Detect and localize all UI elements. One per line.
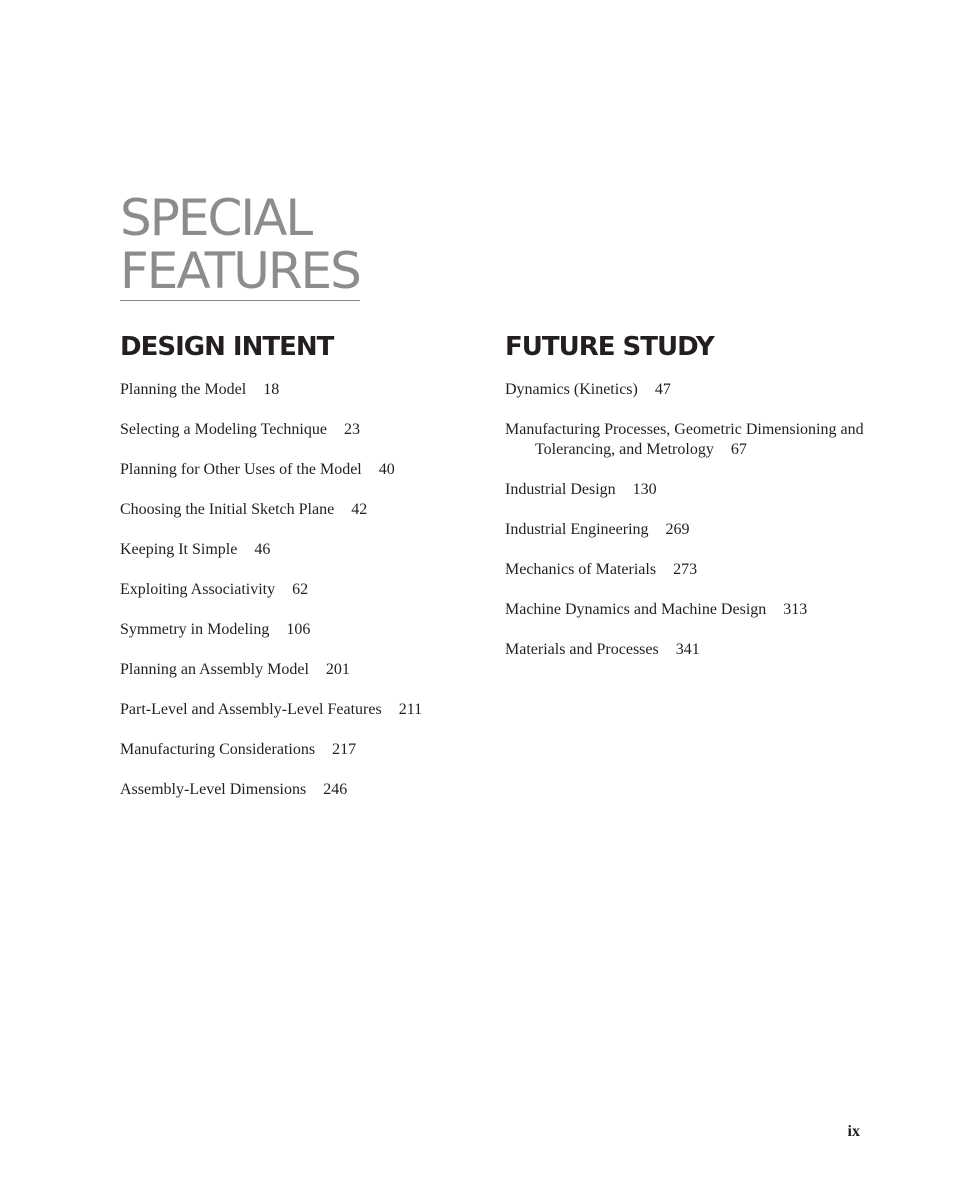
entry-page-number: 40 (378, 461, 395, 478)
design-intent-list (120, 380, 480, 800)
entry-label: Keeping It Simple (120, 541, 238, 558)
entry-label: Assembly-Level Dimensions (120, 781, 307, 798)
page-title-line-2: FEATURES (120, 242, 360, 300)
entry-page-number: 47 (654, 381, 671, 398)
design-intent-section (120, 330, 480, 820)
list-item[interactable] (120, 460, 480, 480)
list-item[interactable] (120, 580, 480, 600)
entry-page-number: 46 (254, 541, 271, 558)
entry-label: Planning for Other Uses of the Model (120, 461, 362, 478)
page-number: ix (847, 1123, 860, 1140)
entry-page-number: 62 (292, 581, 309, 598)
list-item[interactable] (120, 780, 480, 800)
entry-label: Manufacturing Processes, Geometric Dimensioning and Tolerancing, and Metrology (505, 421, 864, 458)
entry-page-number: 130 (632, 481, 657, 498)
page-title (120, 189, 360, 301)
list-item[interactable] (505, 380, 885, 400)
list-item[interactable] (120, 420, 480, 440)
entry-label: Exploiting Associativity (120, 581, 276, 598)
entry-label: Choosing the Initial Sketch Plane (120, 501, 335, 518)
entry-page-number: 67 (730, 441, 747, 458)
list-item[interactable] (120, 740, 480, 760)
entry-label: Manufacturing Considerations (120, 741, 316, 758)
entry-page-number: 273 (673, 561, 698, 578)
entry-page-number: 269 (665, 521, 690, 538)
entry-label: Industrial Design (505, 481, 616, 498)
list-item[interactable] (120, 500, 480, 520)
list-item[interactable] (505, 640, 885, 660)
list-item[interactable] (505, 560, 885, 580)
list-item[interactable] (505, 520, 885, 540)
entry-label: Machine Dynamics and Machine Design (505, 601, 767, 618)
list-item[interactable] (120, 660, 480, 680)
list-item[interactable] (505, 480, 885, 500)
entry-page-number: 246 (323, 781, 348, 798)
entry-label: Planning the Model (120, 381, 247, 398)
entry-label: Selecting a Modeling Technique (120, 421, 327, 438)
entry-page-number: 341 (675, 641, 700, 658)
entry-page-number: 313 (783, 601, 808, 618)
entry-label: Dynamics (Kinetics) (505, 381, 638, 398)
design-intent-heading: DESIGN INTENT (120, 332, 334, 362)
entry-label: Part-Level and Assembly-Level Features (120, 701, 382, 718)
entry-page-number: 217 (332, 741, 357, 758)
list-item[interactable] (120, 380, 480, 400)
entry-page-number: 23 (343, 421, 360, 438)
entry-label: Planning an Assembly Model (120, 661, 309, 678)
entry-page-number: 42 (351, 501, 368, 518)
entry-page-number: 201 (325, 661, 350, 678)
list-item[interactable] (505, 600, 885, 620)
future-study-list (505, 380, 885, 660)
list-item[interactable] (120, 540, 480, 560)
future-study-section (505, 330, 885, 680)
list-item[interactable] (120, 620, 480, 640)
entry-label: Mechanics of Materials (505, 561, 657, 578)
list-item[interactable] (120, 700, 480, 720)
entry-page-number: 211 (398, 701, 423, 718)
future-study-heading: FUTURE STUDY (505, 332, 714, 362)
entry-page-number: 18 (263, 381, 280, 398)
entry-label: Symmetry in Modeling (120, 621, 270, 638)
entry-page-number: 106 (286, 621, 311, 638)
page-title-line-1: SPECIAL (120, 189, 312, 247)
entry-label: Industrial Engineering (505, 521, 649, 538)
entry-label: Materials and Processes (505, 641, 659, 658)
list-item[interactable] (505, 420, 885, 460)
